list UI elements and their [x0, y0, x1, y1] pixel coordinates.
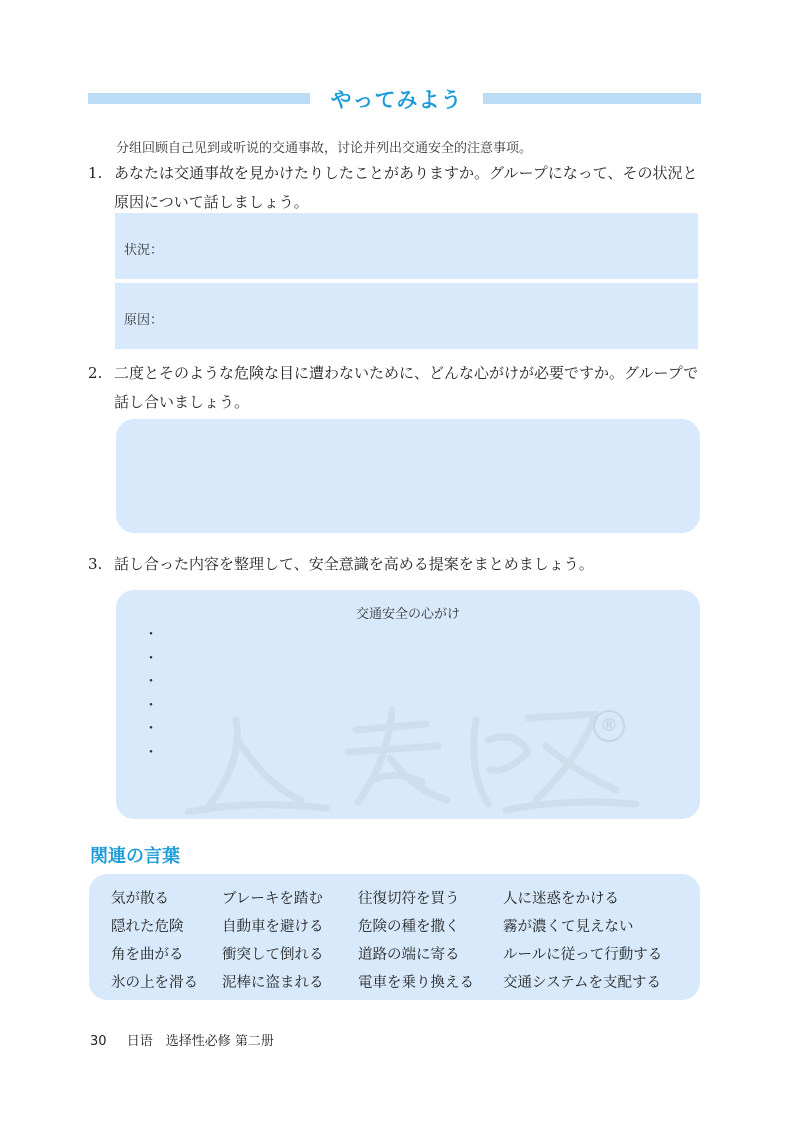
bullet-item: ・	[144, 697, 158, 714]
question-2	[88, 359, 700, 417]
proposal-box[interactable]	[116, 590, 700, 819]
vocab-grid	[111, 887, 693, 999]
vocab-item: 気が散る	[111, 891, 169, 907]
vocab-item: 危険の種を撒く	[358, 919, 460, 935]
section-title: やってみよう	[330, 88, 463, 112]
vocab-item: ブレーキを踏む	[222, 891, 323, 907]
book-title: 日语 选择性必修 第二册	[126, 1034, 274, 1049]
vocab-item: 霧が濃くて見えない	[503, 919, 634, 935]
bullet-item: ・	[144, 650, 158, 667]
header-bar-left	[88, 93, 310, 104]
registered-mark: ®	[593, 710, 625, 742]
vocab-item: 氷の上を滑る	[111, 975, 198, 991]
proposal-title: 交通安全の心がけ	[355, 607, 460, 622]
cause-answer-box[interactable]	[115, 283, 698, 349]
cause-label: 原因：	[124, 313, 164, 328]
question-text: 二度とそのような危険な目に遭わないために、どんな心がけが必要ですか。グループで話し合いましょう。	[114, 364, 699, 411]
bullet-item: ・	[144, 721, 158, 737]
question-number: 3.	[88, 555, 103, 573]
bullet-item: ・	[144, 627, 158, 643]
vocab-title: 関連の言葉	[90, 846, 180, 867]
situation-label: 状況：	[124, 243, 164, 258]
vocab-item: 角を曲がる	[111, 947, 184, 963]
discussion-answer-box[interactable]	[116, 419, 700, 533]
page-number: 30	[90, 1034, 107, 1049]
vocab-item: 道路の端に寄る	[358, 947, 460, 963]
bullet-item: ・	[144, 674, 158, 690]
question-number: 1.	[88, 164, 103, 182]
page-footer	[90, 1030, 274, 1049]
vocab-item: 自動車を避ける	[222, 919, 324, 935]
proposal-bullet-list	[144, 624, 158, 765]
vocab-item: 往復切符を買う	[358, 891, 460, 907]
vocab-item: ルールに従って行動する	[503, 947, 663, 963]
question-3	[88, 550, 700, 579]
vocab-item: 泥棒に盗まれる	[222, 975, 324, 991]
question-text: あなたは交通事故を見かけたりしたことがありますか。グループになって、その状況と原因について話しましょう。	[114, 164, 698, 211]
vocab-box	[89, 874, 700, 1000]
vocab-item: 人に迷惑をかける	[503, 891, 619, 907]
publisher-watermark-icon	[176, 700, 646, 819]
question-text: 話し合った内容を整理して、安全意識を高める提案をまとめましょう。	[114, 555, 594, 573]
vocab-item: 電車を乗り換える	[358, 975, 474, 991]
header-bar-right	[483, 93, 701, 104]
intro-instruction: 分组回顾自己见到或听说的交通事故，讨论并列出交通安全的注意事项。	[116, 141, 533, 156]
vocab-item: 交通システムを支配する	[503, 975, 662, 991]
question-number: 2.	[88, 364, 103, 382]
question-1	[88, 159, 700, 217]
bullet-item: ・	[144, 744, 158, 761]
vocab-item: 隠れた危険	[111, 919, 184, 935]
vocab-item: 衝突して倒れる	[222, 947, 324, 963]
situation-answer-box[interactable]	[115, 213, 698, 279]
